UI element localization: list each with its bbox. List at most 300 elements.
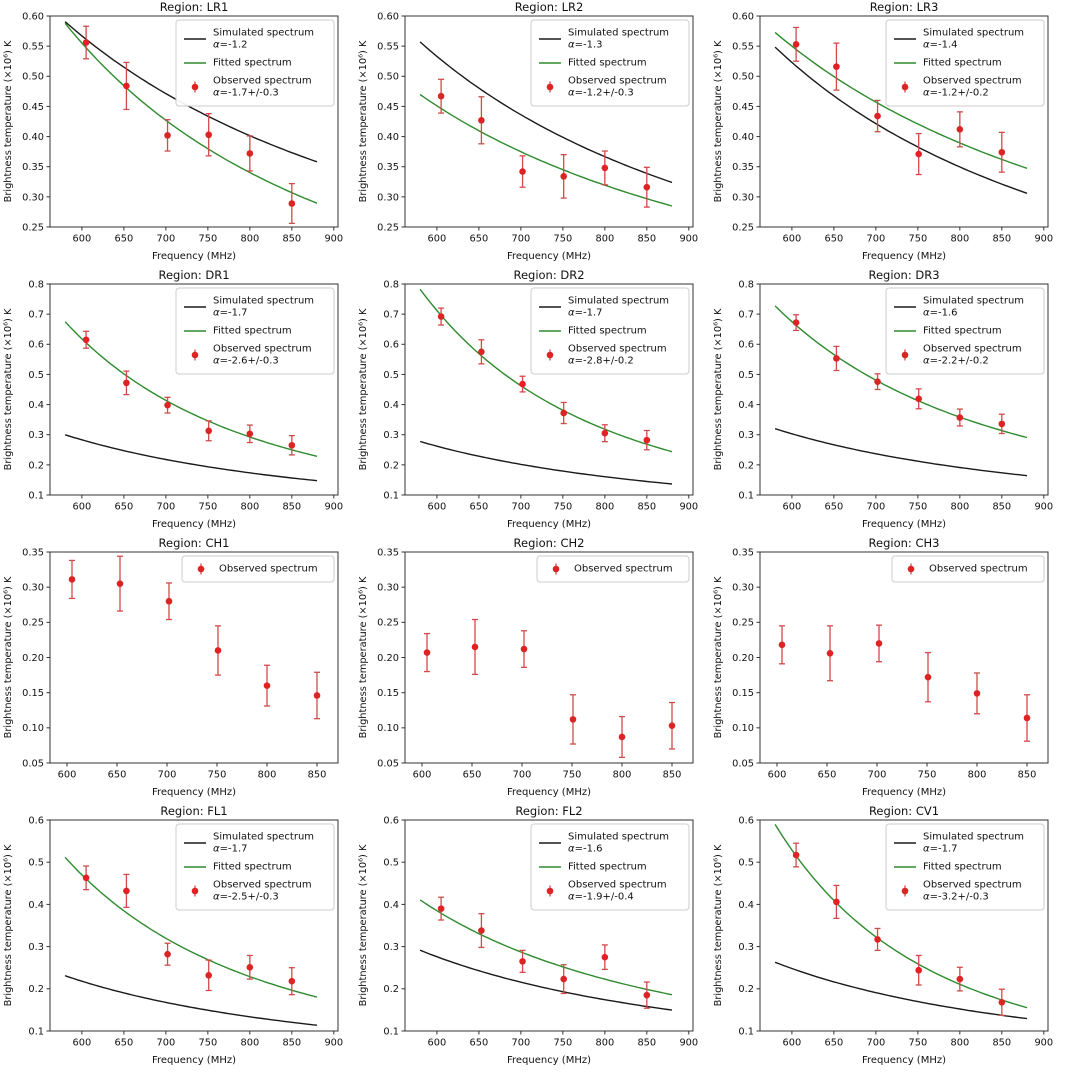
observed-point — [438, 905, 445, 912]
legend-label: α=-1.9+/-0.4 — [568, 891, 634, 903]
legend-label: α=-1.2 — [213, 39, 248, 51]
legend-marker-swatch — [547, 352, 554, 359]
observed-point — [876, 640, 883, 647]
y-axis-label: Brightness temperature (×10⁶) K — [713, 576, 724, 739]
y-tick-label: 0.5 — [383, 369, 399, 381]
observed-point — [999, 999, 1006, 1006]
chart-svg-FL2 — [355, 804, 710, 1072]
observed-point — [957, 126, 964, 133]
chart-title: Region: CH3 — [868, 536, 940, 550]
observed-point — [264, 682, 271, 689]
x-tick-label: 750 — [553, 233, 573, 245]
y-tick-label: 0.25 — [377, 222, 399, 234]
observed-point — [827, 650, 834, 657]
observed-point — [289, 442, 296, 449]
simulated-spectrum-line — [420, 950, 672, 1010]
chart-FL2 — [355, 804, 710, 1072]
x-axis-label: Frequency (MHz) — [506, 519, 592, 530]
chart-DR1 — [0, 268, 355, 536]
y-tick-label: 0.7 — [383, 309, 399, 321]
observed-point — [874, 936, 881, 943]
y-tick-label: 0.25 — [22, 222, 44, 234]
observed-point — [957, 414, 964, 421]
y-axis-label: Brightness temperature (×10⁶) K — [358, 576, 369, 739]
y-tick-label: 0.55 — [22, 41, 44, 53]
chart-title: Region: CV1 — [868, 804, 940, 818]
observed-point — [205, 427, 212, 434]
legend-label: α=-1.7 — [568, 307, 603, 319]
observed-point — [314, 692, 321, 699]
y-tick-label: 0.3 — [383, 430, 399, 442]
simulated-spectrum-line — [775, 962, 1027, 1018]
y-tick-label: 0.60 — [377, 11, 399, 23]
plot-border — [50, 552, 338, 763]
y-tick-label: 0.10 — [377, 723, 399, 735]
y-tick-label: 0.10 — [732, 723, 754, 735]
y-tick-label: 0.30 — [22, 582, 44, 594]
chart-DR3 — [710, 268, 1065, 536]
x-tick-label: 700 — [157, 769, 177, 781]
x-tick-label: 650 — [114, 233, 134, 245]
chart-CV1 — [710, 804, 1065, 1072]
x-tick-label: 600 — [72, 233, 92, 245]
observed-points — [424, 620, 676, 758]
x-tick-label: 750 — [207, 769, 227, 781]
y-axis-label: Brightness temperature (×10⁶) K — [358, 40, 369, 203]
legend-label: Simulated spectrum — [568, 831, 670, 843]
chart-title: Region: CH2 — [513, 536, 585, 550]
observed-point — [602, 430, 609, 437]
legend-label: Fitted spectrum — [213, 861, 292, 873]
observed-point — [602, 954, 609, 961]
x-tick-label: 800 — [595, 233, 615, 245]
y-tick-label: 0.15 — [732, 688, 754, 700]
x-tick-label: 600 — [782, 501, 802, 513]
y-tick-label: 0.45 — [732, 101, 754, 113]
y-tick-label: 0.05 — [377, 758, 399, 770]
x-tick-label: 750 — [198, 501, 218, 513]
chart-title: Region: DR3 — [868, 268, 940, 282]
observed-point — [644, 992, 651, 999]
x-tick-label: 900 — [1034, 1037, 1054, 1049]
legend-label: Simulated spectrum — [568, 295, 670, 307]
y-tick-label: 0.20 — [377, 652, 399, 664]
y-tick-label: 0.6 — [383, 339, 399, 351]
y-tick-label: 0.35 — [22, 162, 44, 174]
legend — [182, 556, 334, 582]
x-tick-label: 800 — [257, 769, 277, 781]
y-tick-label: 0.4 — [383, 899, 399, 911]
observed-point — [957, 976, 964, 983]
y-tick-label: 0.25 — [732, 617, 754, 629]
y-tick-label: 0.8 — [738, 279, 754, 291]
legend — [176, 824, 334, 910]
legend-label: α=-1.6 — [568, 843, 603, 855]
y-tick-label: 0.6 — [383, 815, 399, 827]
simulated-spectrum-line — [420, 442, 672, 485]
legend-label: Observed spectrum — [213, 879, 312, 891]
legend-label: Fitted spectrum — [213, 325, 292, 337]
legend-label: Observed spectrum — [568, 75, 667, 87]
simulated-spectrum-line — [775, 429, 1027, 476]
observed-point — [519, 958, 526, 965]
legend-label: α=-1.2+/-0.3 — [568, 87, 634, 99]
legend-marker-swatch — [902, 84, 909, 91]
y-axis-label: Brightness temperature (×10⁶) K — [3, 40, 14, 203]
y-tick-label: 0.5 — [28, 857, 44, 869]
y-tick-label: 0.35 — [732, 547, 754, 559]
observed-point — [424, 649, 431, 656]
legend — [176, 288, 334, 374]
x-axis-label: Frequency (MHz) — [506, 787, 592, 798]
legend-marker-swatch — [908, 566, 915, 573]
y-axis-label: Brightness temperature (×10⁶) K — [3, 844, 14, 1007]
y-tick-label: 0.30 — [377, 582, 399, 594]
x-tick-label: 600 — [767, 769, 787, 781]
legend-label: Fitted spectrum — [568, 325, 647, 337]
chart-title: Region: LR1 — [159, 0, 229, 14]
chart-svg-CH2 — [355, 536, 710, 804]
observed-point — [438, 313, 445, 320]
x-tick-label: 650 — [114, 1037, 134, 1049]
legend-marker-swatch — [198, 566, 205, 573]
y-tick-label: 0.4 — [28, 899, 44, 911]
legend-label: Fitted spectrum — [213, 57, 292, 69]
y-tick-label: 0.3 — [383, 942, 399, 953]
legend-label: α=-1.3 — [568, 39, 603, 51]
chart-svg-CV1 — [710, 804, 1065, 1072]
observed-point — [438, 93, 445, 100]
legend-label: Simulated spectrum — [923, 295, 1025, 307]
x-tick-label: 900 — [1034, 501, 1054, 513]
y-tick-label: 0.35 — [377, 162, 399, 174]
legend — [531, 824, 689, 910]
chart-FL1 — [0, 804, 355, 1072]
y-tick-label: 0.1 — [28, 490, 44, 502]
x-tick-label: 800 — [950, 233, 970, 245]
observed-point — [833, 899, 840, 906]
observed-point — [69, 576, 76, 583]
chart-CH2 — [355, 536, 710, 804]
chart-LR1 — [0, 0, 355, 268]
legend-label: α=-3.2+/-0.3 — [923, 891, 989, 903]
legend-marker-swatch — [547, 888, 554, 895]
legend-label: Simulated spectrum — [568, 27, 670, 39]
observed-point — [164, 402, 171, 409]
legend-label: Observed spectrum — [929, 563, 1028, 575]
legend — [886, 824, 1044, 910]
chart-svg-CH1 — [0, 536, 355, 804]
x-axis-label: Frequency (MHz) — [861, 519, 947, 530]
x-tick-label: 750 — [198, 1037, 218, 1049]
x-tick-label: 800 — [595, 1037, 615, 1049]
legend-label: α=-2.8+/-0.2 — [568, 355, 634, 367]
chart-title: Region: LR3 — [869, 0, 939, 14]
x-tick-label: 900 — [324, 233, 344, 245]
x-tick-label: 650 — [817, 769, 837, 781]
chart-title: Region: CH1 — [158, 536, 230, 550]
legend-label: α=-2.6+/-0.3 — [213, 355, 279, 367]
y-tick-label: 0.25 — [22, 617, 44, 629]
legend-label: Simulated spectrum — [213, 295, 315, 307]
observed-point — [619, 734, 626, 741]
x-axis-label: Frequency (MHz) — [506, 1055, 592, 1066]
x-tick-label: 800 — [240, 233, 260, 245]
y-axis-label: Brightness temperature (×10⁶) K — [358, 308, 369, 471]
observed-point — [669, 722, 676, 729]
legend — [531, 20, 689, 106]
y-tick-label: 0.30 — [732, 582, 754, 594]
observed-point — [602, 165, 609, 172]
observed-point — [83, 39, 90, 46]
legend — [892, 556, 1044, 582]
observed-point — [247, 964, 254, 971]
y-tick-label: 0.60 — [22, 11, 44, 23]
legend-label: α=-2.2+/-0.2 — [923, 355, 989, 367]
x-tick-label: 650 — [469, 501, 489, 513]
y-tick-label: 0.45 — [377, 101, 399, 113]
legend-marker-swatch — [902, 888, 909, 895]
x-tick-label: 650 — [114, 501, 134, 513]
y-tick-label: 0.6 — [738, 339, 754, 351]
legend-label: Fitted spectrum — [923, 861, 1002, 873]
observed-point — [123, 83, 130, 90]
y-tick-label: 0.35 — [22, 547, 44, 559]
y-tick-label: 0.40 — [22, 131, 44, 143]
legend-label: α=-1.4 — [923, 39, 958, 51]
x-tick-label: 700 — [156, 1037, 176, 1049]
y-axis-label: Brightness temperature (×10⁶) K — [3, 308, 14, 471]
x-tick-label: 750 — [562, 769, 582, 781]
y-tick-label: 0.25 — [732, 222, 754, 234]
observed-point — [166, 598, 173, 605]
observed-point — [519, 381, 526, 388]
chart-svg-LR1 — [0, 0, 355, 268]
y-tick-label: 0.2 — [383, 460, 399, 472]
x-tick-label: 850 — [992, 1037, 1012, 1049]
legend-label: Observed spectrum — [219, 563, 318, 575]
x-axis-label: Frequency (MHz) — [151, 519, 237, 530]
observed-point — [117, 580, 124, 587]
observed-point — [833, 355, 840, 362]
x-tick-label: 850 — [1017, 769, 1037, 781]
legend-label: Fitted spectrum — [923, 57, 1002, 69]
chart-svg-CH3 — [710, 536, 1065, 804]
observed-point — [478, 349, 485, 356]
chart-title: Region: LR2 — [514, 0, 584, 14]
y-tick-label: 0.7 — [28, 309, 44, 321]
observed-point — [644, 437, 651, 444]
observed-point — [793, 41, 800, 48]
chart-title: Region: FL1 — [160, 804, 228, 818]
y-tick-label: 0.5 — [738, 857, 754, 869]
observed-point — [1024, 715, 1031, 722]
y-tick-label: 0.40 — [377, 131, 399, 143]
chart-LR2 — [355, 0, 710, 268]
x-tick-label: 800 — [240, 1037, 260, 1049]
y-tick-label: 0.6 — [28, 815, 44, 827]
x-axis-label: Frequency (MHz) — [151, 251, 237, 262]
y-tick-label: 0.55 — [377, 41, 399, 53]
y-tick-label: 0.6 — [738, 815, 754, 827]
x-tick-label: 850 — [282, 501, 302, 513]
observed-point — [874, 113, 881, 120]
x-tick-label: 750 — [553, 501, 573, 513]
observed-point — [833, 63, 840, 70]
x-tick-label: 750 — [908, 233, 928, 245]
x-tick-label: 900 — [679, 501, 699, 513]
plot-border — [405, 552, 693, 763]
x-tick-label: 900 — [324, 1037, 344, 1049]
y-tick-label: 0.4 — [383, 399, 399, 411]
y-tick-label: 0.3 — [28, 942, 44, 953]
x-axis-label: Frequency (MHz) — [151, 787, 237, 798]
y-tick-label: 0.5 — [738, 369, 754, 381]
y-tick-label: 0.20 — [22, 652, 44, 664]
legend-label: α=-1.7 — [923, 843, 958, 855]
y-tick-label: 0.3 — [28, 430, 44, 442]
chart-svg-DR1 — [0, 268, 355, 536]
y-tick-label: 0.1 — [28, 1026, 44, 1038]
observed-point — [83, 875, 90, 882]
y-tick-label: 0.50 — [732, 71, 754, 83]
x-tick-label: 700 — [511, 501, 531, 513]
x-tick-label: 750 — [198, 233, 218, 245]
y-tick-label: 0.6 — [28, 339, 44, 351]
legend-label: Simulated spectrum — [213, 831, 315, 843]
observed-point — [793, 319, 800, 326]
x-tick-label: 850 — [307, 769, 327, 781]
x-tick-label: 600 — [782, 1037, 802, 1049]
simulated-spectrum-line — [65, 435, 317, 481]
x-tick-label: 600 — [72, 501, 92, 513]
y-tick-label: 0.2 — [738, 984, 754, 996]
legend-label: α=-2.5+/-0.3 — [213, 891, 279, 903]
legend-label: Observed spectrum — [923, 75, 1022, 87]
y-axis-label: Brightness temperature (×10⁶) K — [713, 40, 724, 203]
x-tick-label: 800 — [967, 769, 987, 781]
y-tick-label: 0.10 — [22, 723, 44, 735]
x-tick-label: 650 — [824, 501, 844, 513]
y-tick-label: 0.1 — [383, 1026, 399, 1038]
y-tick-label: 0.1 — [738, 490, 754, 502]
observed-point — [779, 642, 786, 649]
legend-label: α=-1.6 — [923, 307, 958, 319]
x-tick-label: 850 — [992, 501, 1012, 513]
legend-label: Observed spectrum — [213, 343, 312, 355]
simulated-spectrum-line — [65, 976, 317, 1025]
observed-point — [205, 972, 212, 979]
chart-LR3 — [710, 0, 1065, 268]
legend-label: α=-1.7 — [213, 307, 248, 319]
y-tick-label: 0.35 — [377, 547, 399, 559]
legend-label: Fitted spectrum — [568, 57, 647, 69]
y-tick-label: 0.30 — [732, 192, 754, 204]
observed-point — [874, 378, 881, 385]
chart-svg-LR2 — [355, 0, 710, 268]
observed-point — [915, 396, 922, 403]
x-axis-label: Frequency (MHz) — [861, 787, 947, 798]
x-tick-label: 600 — [427, 233, 447, 245]
x-tick-label: 650 — [824, 233, 844, 245]
y-tick-label: 0.3 — [738, 942, 754, 953]
x-tick-label: 600 — [412, 769, 432, 781]
x-axis-label: Frequency (MHz) — [506, 251, 592, 262]
y-tick-label: 0.5 — [383, 857, 399, 869]
x-tick-label: 700 — [867, 769, 887, 781]
fitted-spectrum-line — [420, 900, 672, 995]
observed-points — [438, 897, 650, 1008]
y-axis-label: Brightness temperature (×10⁶) K — [3, 576, 14, 739]
legend-marker-swatch — [192, 352, 199, 359]
fitted-spectrum-line — [420, 95, 672, 207]
y-tick-label: 0.8 — [28, 279, 44, 291]
x-tick-label: 900 — [679, 1037, 699, 1049]
y-axis-label: Brightness temperature (×10⁶) K — [713, 308, 724, 471]
observed-point — [999, 149, 1006, 156]
observed-point — [215, 647, 222, 654]
x-tick-label: 600 — [427, 501, 447, 513]
y-tick-label: 0.2 — [28, 460, 44, 472]
x-axis-label: Frequency (MHz) — [861, 1055, 947, 1066]
legend — [537, 556, 689, 582]
y-tick-label: 0.4 — [28, 399, 44, 411]
x-tick-label: 800 — [612, 769, 632, 781]
chart-CH1 — [0, 536, 355, 804]
legend-label: α=-1.7 — [213, 843, 248, 855]
x-tick-label: 750 — [908, 1037, 928, 1049]
x-axis-label: Frequency (MHz) — [861, 251, 947, 262]
y-tick-label: 0.2 — [28, 984, 44, 996]
legend-label: α=-1.7+/-0.3 — [213, 87, 279, 99]
legend — [531, 288, 689, 374]
legend — [176, 20, 334, 106]
y-tick-label: 0.50 — [377, 71, 399, 83]
chart-title: Region: FL2 — [515, 804, 583, 818]
legend-label: Simulated spectrum — [213, 27, 315, 39]
y-tick-label: 0.5 — [28, 369, 44, 381]
y-tick-label: 0.20 — [732, 652, 754, 664]
legend — [886, 288, 1044, 374]
x-tick-label: 600 — [427, 1037, 447, 1049]
observed-point — [123, 888, 130, 895]
observed-point — [560, 410, 567, 417]
chart-svg-DR3 — [710, 268, 1065, 536]
y-tick-label: 0.25 — [377, 617, 399, 629]
observed-point — [915, 967, 922, 974]
x-tick-label: 700 — [866, 233, 886, 245]
x-tick-label: 900 — [679, 233, 699, 245]
legend-marker-swatch — [192, 84, 199, 91]
observed-point — [521, 646, 528, 653]
observed-point — [123, 380, 130, 387]
observed-point — [644, 184, 651, 191]
observed-point — [915, 151, 922, 158]
y-tick-label: 0.1 — [738, 1026, 754, 1038]
legend-label: Observed spectrum — [923, 879, 1022, 891]
observed-points — [779, 625, 1031, 741]
y-tick-label: 0.2 — [738, 460, 754, 472]
x-tick-label: 600 — [72, 1037, 92, 1049]
x-tick-label: 700 — [866, 501, 886, 513]
legend-label: Observed spectrum — [574, 563, 673, 575]
x-tick-label: 700 — [511, 1037, 531, 1049]
chart-svg-DR2 — [355, 268, 710, 536]
y-tick-label: 0.2 — [383, 984, 399, 996]
observed-point — [247, 431, 254, 438]
observed-point — [83, 336, 90, 343]
observed-point — [793, 852, 800, 859]
